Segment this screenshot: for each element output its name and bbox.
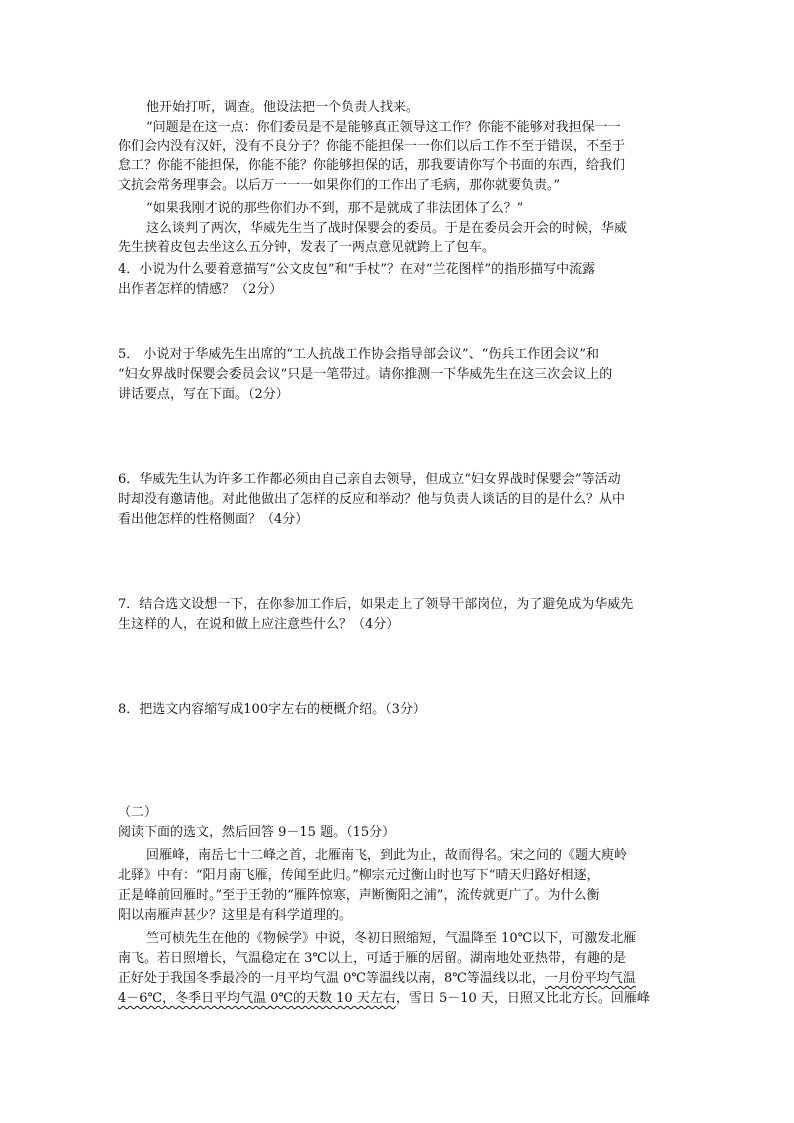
question-8: 8．把选文内容缩写成100字左右的梗概介绍。（3分） bbox=[118, 702, 426, 717]
section-instruction: 阅读下面的选文，然后回答 9－15 题。（15分） bbox=[118, 825, 396, 840]
passage2-line bbox=[118, 991, 678, 1007]
passage2-line: 正是峰前回雁时。”至于王勃的“雁阵惊寒，声断衡阳之浦”，流传就更广了。为什么衡 bbox=[118, 888, 600, 903]
question-4: 4．小说为什么要着意描写“公文皮包”和“手杖”？在对“兰花图样”的指形描写中流露 bbox=[118, 262, 596, 277]
passage-line: 这么谈判了两次，华威先生当了战时保婴会的委员。于是在委员会开会的时候，华威 bbox=[146, 221, 628, 236]
passage2-line: 南飞。若日照增长，气温稳定在 3℃以上，可适于雁的居留。湖南地处亚热带，有趣的是 bbox=[118, 951, 626, 966]
passage2-line bbox=[118, 971, 678, 987]
passage-line: 你们会内没有汉奸，没有不良分子？你能不能担保一一你们以后工作不至于错误，不至于 bbox=[118, 139, 626, 154]
question-7: 7．结合选文设想一下，在你参加工作后，如果走上了领导干部岗位，为了避免成为华威先 bbox=[118, 597, 634, 612]
section-heading: （二） bbox=[118, 805, 158, 820]
question-6: 看出他怎样的性格侧面？（4分） bbox=[118, 512, 309, 527]
question-5: “妇女界战时保婴会委员会议”只是一笔带过。请你推测一下华威先生在这三次会议上的 bbox=[118, 367, 613, 382]
passage-line: 先生挟着皮包去坐这么五分钟，发表了一两点意见就跨上了包车。 bbox=[118, 240, 496, 255]
passage2-line: 竺可桢先生在他的《物候学》中说，冬初日照缩短，气温降至 10℃以下，可激发北雁 bbox=[146, 931, 637, 946]
passage2-line: 北驿》中有：“阳月南飞雁，传闻至此归。”柳宗元过衡山时也写下“晴天归路好相逐， bbox=[118, 868, 600, 883]
question-6: 6．华威先生认为许多工作都必须由自己亲自去领导，但成立“妇女界战时保婴会”等活动 bbox=[118, 472, 621, 487]
passage2-line: 阳以南雁声甚少？这里是有科学道理的。 bbox=[118, 908, 353, 923]
passage-line: 文抗会常务理事会。以后万一一一如果你们的工作出了毛病，那你就要负责。” bbox=[118, 178, 561, 193]
passage-line: 怠工？你能不能担保，你能不能？你能够担保的话，那我要请你写个书面的东西，给我们 bbox=[118, 158, 626, 173]
question-5: 5． 小说对于华威先生出席的“工人抗战工作协会指导部会议”、“伤兵工作团会议”和 bbox=[118, 347, 599, 362]
question-7: 生这样的人，在说和做上应注意些什么？（4分） bbox=[118, 617, 400, 632]
question-6: 时却没有邀请他。对此他做出了怎样的反应和举动？他与负责人谈话的目的是什么？从中 bbox=[118, 492, 626, 507]
question-5: 讲话要点，写在下面。（2分） bbox=[118, 387, 289, 402]
passage-line: 他开始打听，调查。他设法把一个负责人找来。 bbox=[146, 100, 420, 115]
passage2-text: ，雪日 5－10 天，日照又比北方长。回雁峰 bbox=[395, 991, 650, 1006]
underlined-text: 4－6℃，冬季日平均气温 0℃的天数 10 天左右 bbox=[118, 991, 396, 1006]
passage2-text: 正好处于我国冬季最冷的一月平均气温 0℃等温线以南，8℃等温线以北， bbox=[118, 971, 545, 986]
passage2-line: 回雁峰，南岳七十二峰之首，北雁南飞，到此为止，故而得名。宋之问的《题大庾岭 bbox=[146, 848, 628, 863]
question-4: 出作者怎样的情感？（2分） bbox=[118, 282, 283, 297]
passage-line: “问题是在这一点：你们委员是不是能够真正领导这工作？你能不能够对我担保一一 bbox=[146, 120, 621, 135]
underlined-text: 一月份平均气温 bbox=[544, 971, 636, 986]
passage-line: “如果我刚才说的那些你们办不到，那不是就成了非法团体了么？” bbox=[146, 201, 524, 216]
